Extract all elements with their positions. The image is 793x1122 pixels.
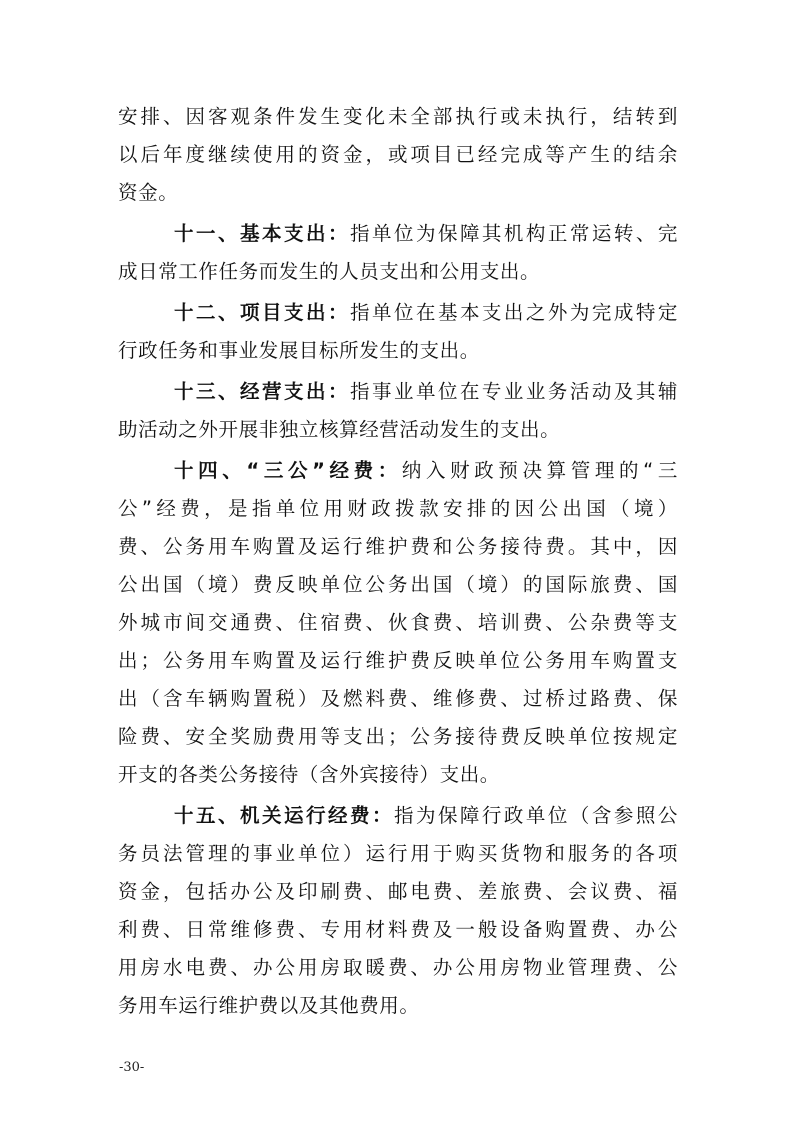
term-heading: 十四、“三公”经费：: [174, 459, 402, 482]
paragraph-first-line: [118, 294, 678, 332]
paragraph-line: 出；公务用车购置及运行维护费反映单位公务用车购置支: [118, 649, 678, 672]
paragraph-line: 公出国（境）费反映单位公务出国（境）的国际旅费、国: [118, 573, 678, 596]
paragraph-line: 以后年度继续使用的资金，或项目已经完成等产生的结余: [118, 143, 678, 166]
term-definition: 指单位在基本支出之外为完成特定: [349, 301, 678, 324]
term-definition: 指为保障行政单位（含参照公: [393, 804, 678, 827]
paragraph-first-line: [118, 215, 678, 253]
paragraph-line: 资金，包括办公及印刷费、邮电费、差旅费、会议费、福: [118, 880, 678, 903]
paragraph-line: 利费、日常维修费、专用材料费及一般设备购置费、办公: [118, 918, 678, 941]
paragraph-line: 资金。: [118, 181, 179, 204]
paragraph-line: 外城市间交通费、住宿费、伙食费、培训费、公杂费等支: [118, 611, 678, 634]
paragraph-line: 务员法管理的事业单位）运行用于购买货物和服务的各项: [118, 842, 678, 865]
paragraph-line: 用房水电费、办公用房取暖费、办公用房物业管理费、公: [118, 956, 678, 979]
paragraph-line: 行政任务和事业发展目标所发生的支出。: [118, 339, 480, 362]
term-heading: 十一、基本支出：: [174, 222, 350, 245]
paragraph-first-line: [118, 373, 678, 411]
term-definition: 指事业单位在专业业务活动及其辅: [349, 380, 678, 403]
term-definition: 纳入财政预决算管理的“三: [401, 459, 678, 482]
paragraph-line: 险费、安全奖励费用等支出；公务接待费反映单位按规定: [118, 725, 678, 748]
term-heading: 十五、机关运行经费：: [174, 804, 394, 827]
paragraph-line: 安排、因客观条件发生变化未全部执行或未执行，结转到: [118, 105, 678, 128]
body-text: [118, 98, 678, 1025]
paragraph-first-line: [118, 452, 678, 490]
term-heading: 十三、经营支出：: [174, 380, 350, 403]
paragraph-line: 公”经费，是指单位用财政拨款安排的因公出国（境）: [118, 497, 678, 520]
term-heading: 十二、项目支出：: [174, 301, 350, 324]
paragraph-line: 开支的各类公务接待（含外宾接待）支出。: [118, 763, 500, 786]
term-definition: 指单位为保障其机构正常运转、完: [349, 222, 678, 245]
paragraph-line: 务用车运行维护费以及其他费用。: [118, 994, 420, 1017]
paragraph-line: 出（含车辆购置税）及燃料费、维修费、过桥过路费、保: [118, 687, 678, 710]
page-number: -30-: [119, 1060, 145, 1075]
paragraph-line: 成日常工作任务而发生的人员支出和公用支出。: [118, 260, 541, 283]
paragraph-first-line: [118, 797, 678, 835]
paragraph-line: 费、公务用车购置及运行维护费和公务接待费。其中，因: [118, 535, 678, 558]
paragraph-line: 助活动之外开展非独立核算经营活动发生的支出。: [118, 418, 561, 441]
